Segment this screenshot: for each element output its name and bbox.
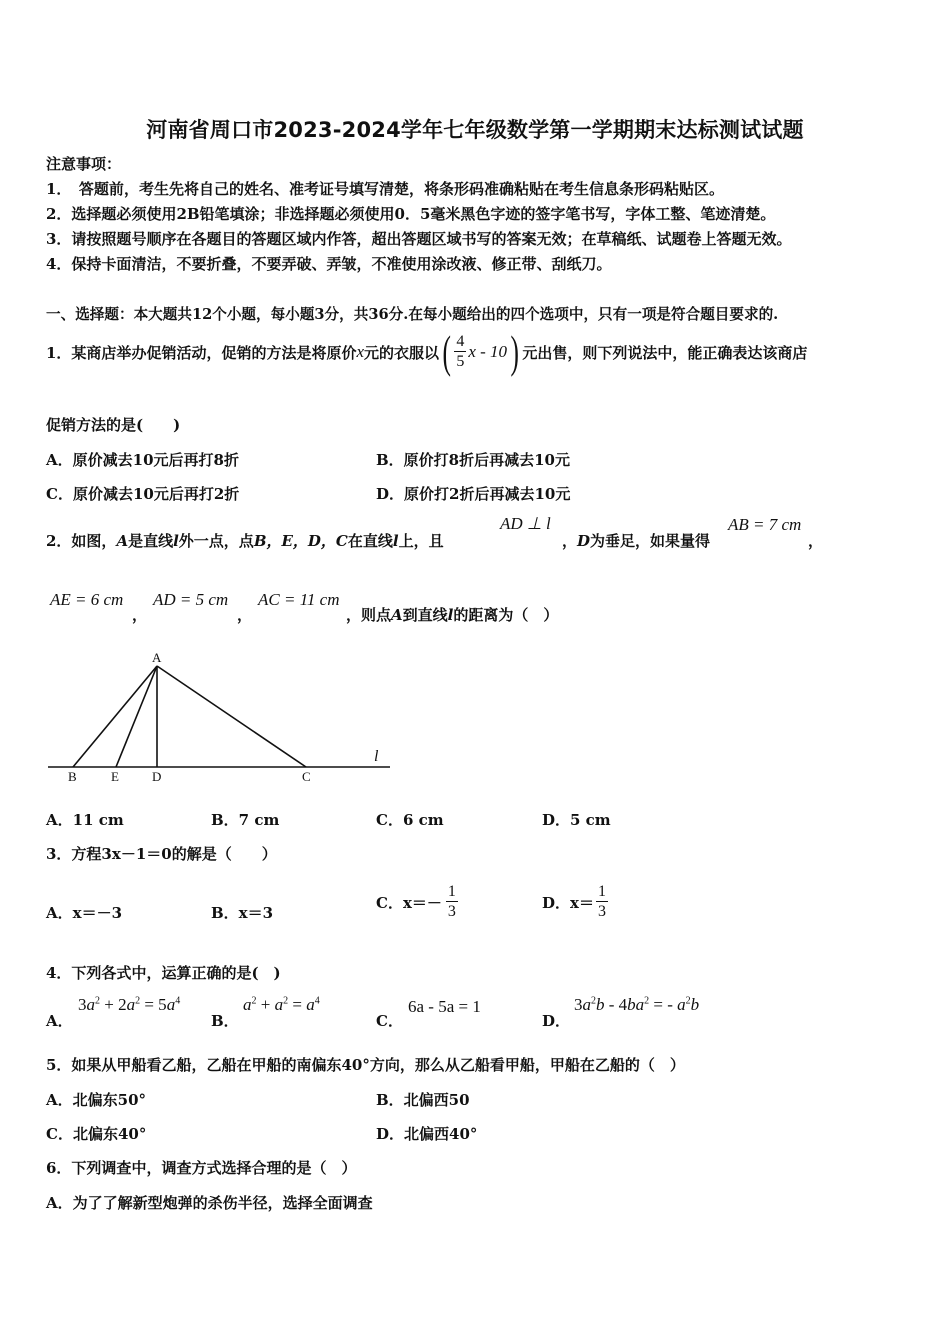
fraction-numerator: 1 <box>447 883 456 900</box>
q2-comma: ， <box>132 606 148 624</box>
notice-heading: 注意事项： <box>46 155 122 173</box>
q3-option-d <box>542 876 608 928</box>
q4-option-c-expr: 6a - 5a = 1 <box>408 997 481 1016</box>
q4-option-b-expr: $a^2 + a^2 = a^4$ <box>243 995 320 1014</box>
q2-ac-expr: AC = 11 cm <box>258 590 340 609</box>
q3-option-a: A．x＝－3 <box>46 904 123 922</box>
question-1-stem <box>46 326 808 377</box>
notice-item: 3．请按照题号顺序在各题目的答题区域内作答，超出答题区域书写的答案无效；在草稿纸、试题卷上答题无效。 <box>46 230 792 248</box>
label-c: C <box>302 769 311 784</box>
question-3-stem: 3．方程3x－1＝0的解是（ ） <box>46 845 277 863</box>
q2-comma: ， <box>808 532 824 550</box>
question-2-stem <box>46 530 444 551</box>
segment-ae <box>116 666 157 767</box>
label-a: A <box>152 650 162 665</box>
q2-stem-cont <box>562 530 710 551</box>
fraction-denominator: 3 <box>447 903 456 920</box>
q2-var-d: D <box>577 532 591 550</box>
q1-option-c: C．原价减去10元后再打2折 <box>46 485 240 503</box>
notice-item: 2．选择题必须使用2B铅笔填涂；非选择题必须使用0．5毫米黑色字迹的签字笔书写，字体工整、笔迹清楚。 <box>46 205 776 223</box>
q2-comma: ， <box>237 606 253 624</box>
q3-option-c <box>376 876 458 928</box>
q2-figure <box>40 648 400 788</box>
q2-text: 2．如图， <box>46 532 117 550</box>
q2-text: 的距离为（ ） <box>453 606 559 624</box>
fraction-numerator: 4 <box>456 333 465 350</box>
q2-ab-expr: AB = 7 cm <box>728 515 802 534</box>
q5-option-b: B．北偏西50 <box>376 1091 470 1109</box>
q2-var-a: A <box>391 606 403 624</box>
page-title: 河南省周口市2023-2024学年七年级数学第一学期期末达标测试试题 <box>146 118 804 142</box>
q4-option-a-expr: $3a^2 + 2a^2 = 5a^4$ <box>78 995 181 1014</box>
q2-ae-expr: AE = 6 cm <box>50 590 124 609</box>
q4-option-a-label: A． <box>46 1012 73 1030</box>
q2-text: ， <box>562 532 578 550</box>
q1-option-b: B．原价打8折后再减去10元 <box>376 451 570 469</box>
q6-option-a: A．为了了解新型炮弹的杀伤半径，选择全面调查 <box>46 1194 373 1212</box>
label-l: l <box>374 748 379 765</box>
q4-option-b-label: B． <box>211 1012 239 1030</box>
q3-option-d-text: D．x＝ <box>542 893 594 912</box>
q4-option-d-expr: $3a^2b - 4ba^2$ = - $a^2b$ <box>574 995 700 1014</box>
fraction-numerator: 1 <box>597 883 606 900</box>
section-heading: 一、选择题：本大题共12个小题，每小题3分，共36分.在每小题给出的四个选项中，只有一项是符合题目要求的. <box>46 306 779 323</box>
q1-text-mid: 元的衣服以 <box>364 343 440 362</box>
question-1-stem-line2: 促销方法的是( ) <box>46 416 181 434</box>
q4-option-c-label: C． <box>376 1012 403 1030</box>
left-paren: ( <box>442 326 451 377</box>
fraction-denominator: 5 <box>456 353 465 370</box>
q2-var-a: A <box>116 532 129 550</box>
q2-points: B，E，D，C <box>253 532 348 550</box>
q2-ad-expr: AD = 5 cm <box>153 590 229 609</box>
question-5-stem: 5．如果从甲船看乙船，乙船在甲船的南偏东40°方向，那么从乙船看甲船，甲船在乙船的（ ） <box>46 1056 685 1074</box>
q3-fraction <box>596 884 608 920</box>
right-paren: ) <box>510 326 519 377</box>
q2-stem-end <box>346 604 558 625</box>
q1-option-d: D．原价打2折后再减去10元 <box>376 485 571 503</box>
q4-option-d-label: D． <box>542 1012 571 1030</box>
q1-expr-tail: x - 10 <box>468 342 508 361</box>
q2-perp-expr: AD ⊥ l <box>500 514 551 533</box>
q1-option-a: A．原价减去10元后再打8折 <box>46 451 239 469</box>
q5-option-a: A．北偏东50° <box>46 1091 147 1109</box>
q2-var-l: l <box>392 532 399 550</box>
q2-option-c: C．6 cm <box>376 811 444 829</box>
q5-option-d: D．北偏西40° <box>376 1125 478 1143</box>
fraction-denominator: 3 <box>597 903 606 920</box>
q2-var-l: l <box>447 606 454 624</box>
question-6-stem: 6．下列调查中，调查方式选择合理的是（ ） <box>46 1159 357 1177</box>
q2-text: 上，且 <box>398 532 444 550</box>
label-d: D <box>152 769 162 784</box>
q2-option-a: A．11 cm <box>46 811 124 829</box>
q3-option-b: B．x＝3 <box>211 904 274 922</box>
q2-text: 为垂足，如果量得 <box>590 532 711 550</box>
q2-text: 到直线 <box>402 606 448 624</box>
label-b: B <box>68 769 77 784</box>
q3-option-c-text: C．x＝－ <box>376 893 442 912</box>
segment-ab <box>73 666 157 767</box>
q2-text: 是直线 <box>128 532 174 550</box>
notice-item: 1． 答题前，考生先将自己的姓名、准考证号填写清楚，将条形码准确粘贴在考生信息条形码粘贴区。 <box>46 180 724 198</box>
q1-text-post: 元出售，则下列说法中，能正确表达该商店 <box>522 343 808 362</box>
notice-item: 4．保持卡面清洁，不要折叠，不要弄破、弄皱，不准使用涂改液、修正带、刮纸刀。 <box>46 255 612 273</box>
q2-var-l: l <box>173 532 179 550</box>
segment-ac <box>157 666 306 767</box>
q1-text-pre: 1．某商店举办促销活动，促销的方法是将原价 <box>46 343 357 362</box>
q1-fraction <box>454 334 466 370</box>
label-e: E <box>111 769 119 784</box>
q1-var-x: x <box>356 342 364 361</box>
q2-option-d: D．5 cm <box>542 811 611 829</box>
q2-text: ，则点 <box>346 606 392 624</box>
q2-text: 外一点，点 <box>178 532 254 550</box>
q5-option-c: C．北偏东40° <box>46 1125 147 1143</box>
q3-fraction <box>446 884 458 920</box>
q2-text: 在直线 <box>347 532 393 550</box>
q2-option-b: B．7 cm <box>211 811 280 829</box>
question-4-stem: 4．下列各式中，运算正确的是( ) <box>46 964 281 982</box>
